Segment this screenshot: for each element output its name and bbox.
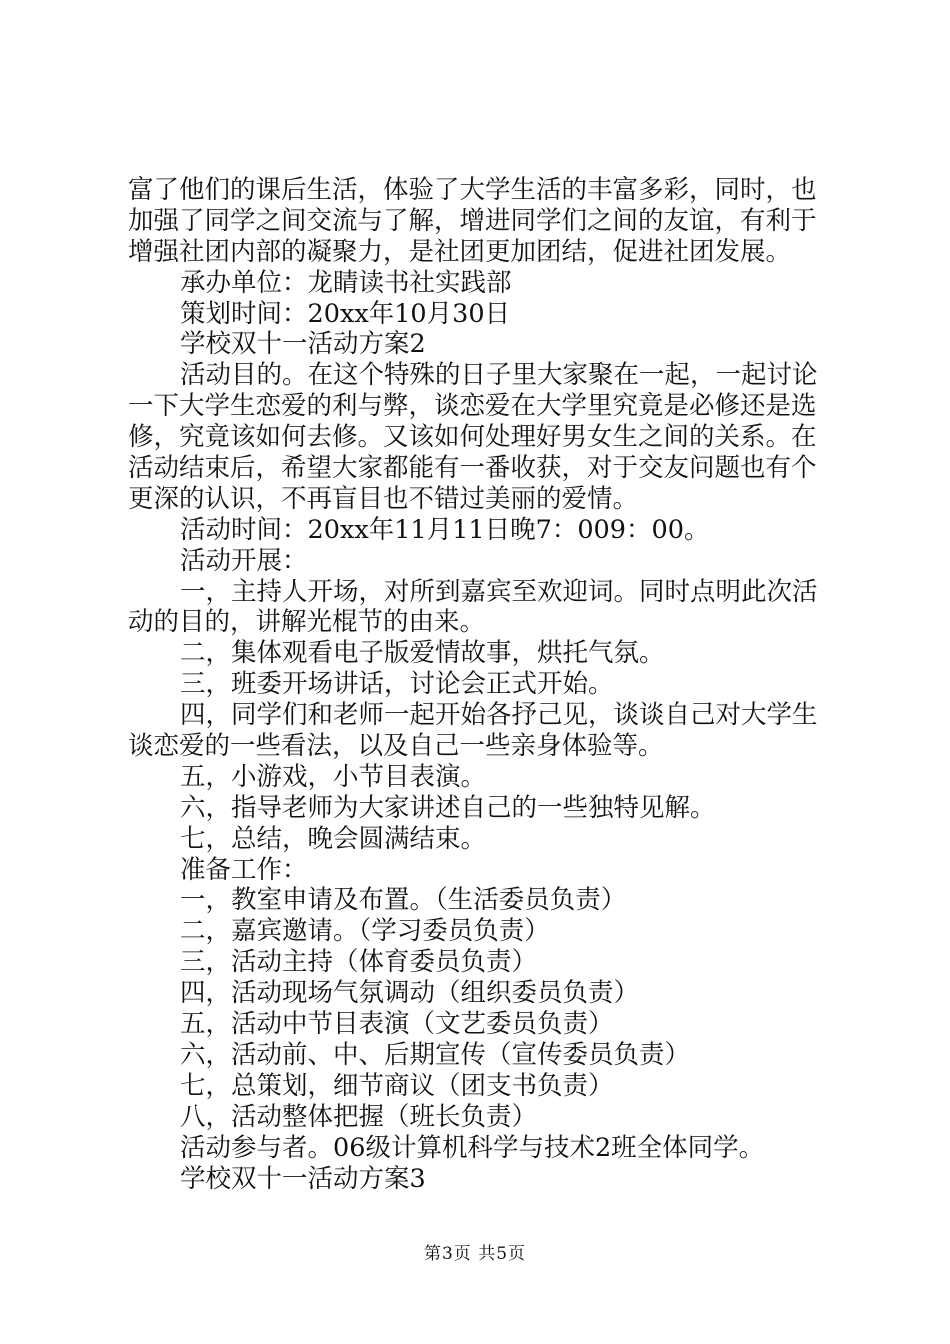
text-line: 五，小游戏，小节目表演。 [180, 761, 487, 792]
text-line: 六，指导老师为大家讲述自己的一些独特见解。 [180, 792, 716, 823]
text-line: 三，活动主持（体育委员负责） [180, 947, 538, 978]
text-line: 八，活动整体把握（班长负责） [180, 1101, 538, 1132]
text-line: 增强社团内部的凝聚力，是社团更加团结，促进社团发展。 [128, 236, 792, 267]
text-line: 活动参与者。06级计算机科学与技术2班全体同学。 [180, 1132, 765, 1163]
text-line: 三，班委开场讲话，讨论会正式开始。 [180, 669, 614, 700]
text-line: 加强了同学之间交流与了解，增进同学们之间的友谊，有利于 [128, 205, 817, 236]
text-line: 七，总结，晚会圆满结束。 [180, 823, 487, 854]
text-line: 活动结束后，希望大家都能有一番收获，对于交友问题也有个 [128, 453, 817, 484]
text-line: 策划时间：20xx年10月30日 [180, 298, 511, 329]
text-line: 活动开展： [180, 545, 308, 576]
text-line: 四，同学们和老师一起开始各抒己见，谈谈自己对大学生 [180, 700, 818, 731]
text-line: 一，主持人开场，对所到嘉宾至欢迎词。同时点明此次活 [180, 576, 818, 607]
text-line: 承办单位：龙睛读书社实践部 [180, 267, 512, 298]
text-line: 谈恋爱的一些看法，以及自己一些亲身体验等。 [128, 731, 664, 762]
text-line: 七，总策划，细节商议（团支书负责） [180, 1070, 614, 1101]
text-line: 一下大学生恋爱的利与弊，谈恋爱在大学里究竟是必修还是选 [128, 391, 817, 422]
text-line: 修，究竟该如何去修。又该如何处理好男女生之间的关系。在 [128, 422, 817, 453]
text-line: 动的目的，讲解光棍节的由来。 [128, 607, 486, 638]
document-body [128, 175, 836, 1194]
text-line: 富了他们的课后生活，体验了大学生活的丰富多彩，同时，也 [128, 175, 817, 205]
text-line: 活动时间：20xx年11月11日晚7：009：00。 [180, 514, 710, 545]
text-line: 学校双十一活动方案2 [180, 329, 426, 360]
text-line: 二，集体观看电子版爱情故事，烘托气氛。 [180, 638, 665, 669]
text-line: 一，教室申请及布置。（生活委员负责） [180, 885, 627, 916]
text-line: 准备工作： [180, 854, 308, 885]
text-line: 五，活动中节目表演（文艺委员负责） [180, 1009, 614, 1040]
text-line: 活动目的。在这个特殊的日子里大家聚在一起，一起讨论 [180, 360, 818, 391]
text-line: 六，活动前、中、后期宣传（宣传委员负责） [180, 1039, 691, 1070]
text-line: 二，嘉宾邀请。（学习委员负责） [180, 916, 550, 947]
text-line: 学校双十一活动方案3 [180, 1163, 426, 1194]
text-line: 更深的认识，不再盲目也不错过美丽的爱情。 [128, 483, 639, 514]
page-footer: 第3页 共5页 [423, 1244, 527, 1264]
text-line: 四，活动现场气氛调动（组织委员负责） [180, 978, 640, 1009]
